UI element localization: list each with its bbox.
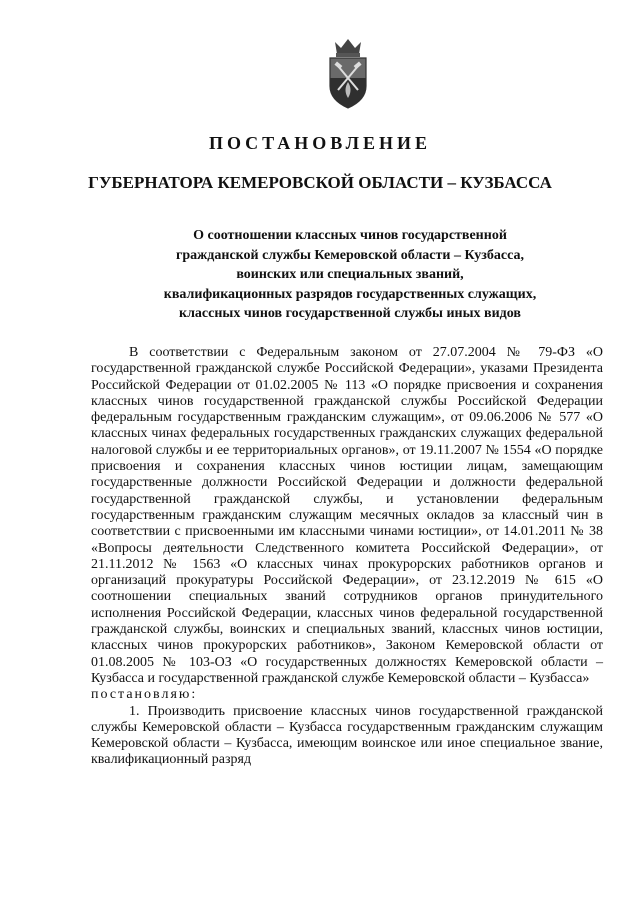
decree-word: постановляю: [91,687,198,703]
document-type-title: ПОСТАНОВЛЕНИЕ [208,133,432,153]
subject-line: гражданской службы Кемеровской области – Кузбасса, [176,247,524,263]
subject-line: воинских или специальных званий, [236,267,464,282]
document-subject [100,226,600,324]
subject-line: квалификационных разрядов государственных служащих, [163,286,537,302]
coat-of-arms-icon [323,38,373,110]
subject-line: классных чинов государственной службы иных видов [179,306,521,321]
preamble-paragraph: В соответствии с Федеральным законом от 27.07.2004 № 79-ФЗ «О государственной гражданской службе Российской Федерации», указами Президента Российской Федерации от 01.02.2005 № 113 «О порядке присвоения и сохранения классных чинов государственной гражданской службы Российской Федерации федеральным государственным гражданским служащим», от 09.06.2006 № 577 «О классных чинах федеральных государственных гражданских служащих федеральной налоговой службы и ее территориальных органов», от 19.11.2007 № 1554 «О порядке присвоения и сохранения классных чинов юстиции лицам, замещающим государственные должности Российской Федерации и должности федеральной государственной гражданской службы, и установлении федеральным государственным гражданским служащим месячных окладов за классный чин в соответствии с присвоенными им классными чинами юстиции», от 14.01.2011 № 38 «Вопросы деятельности Следственного комитета Российской Федерации», от 21.11.2012 № 1563 «О классных чинах прокурорских работников органов и организаций прокуратуры Российской Федерации», от 23.12.2019 № 615 «О соотношении специальных званий сотрудников органов принудительного исполнения Российской Федерации, классных чинов федеральной государственной гражданской службы, воинских и специальных званий, классных чинов юстиции, классных чинов прокурорских работников», Законом Кемеровской области от 01.08.2005 № 103-ОЗ «О государственных должностях Кемеровской области – Кузбасса и государственной гражданской службе Кемеровской области – Кузбасса» [91,345,603,686]
document-body [91,345,603,769]
subject-line: О соотношении классных чинов государственной [193,228,507,243]
item-1-paragraph: 1. Производить присвоение классных чинов государственной гражданской службы Кемеровской области – Кузбасса государственным гражданским служащим Кемеровской области – Кузбасса, имеющим воинское или иное специальное звание, квалификационный разряд [91,703,603,768]
issuer-title: ГУБЕРНАТОРА КЕМЕРОВСКОЙ ОБЛАСТИ – КУЗБАССА [88,173,552,192]
